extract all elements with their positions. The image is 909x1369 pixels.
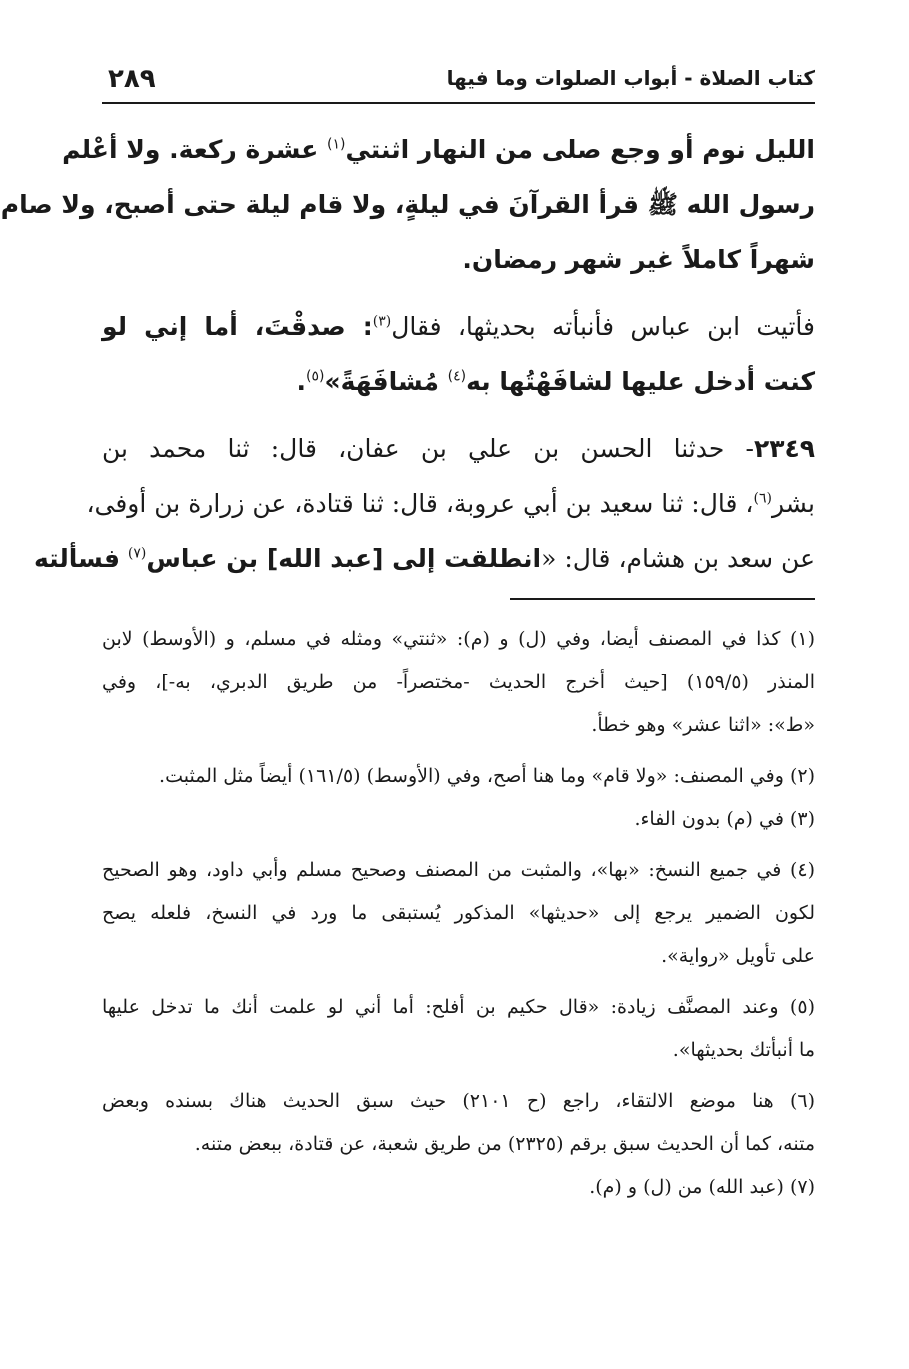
footnote-ref: (١) — [327, 136, 346, 153]
page-header — [102, 62, 815, 104]
footnote-line: (٧) (عبد الله) من (ل) و (م). — [589, 1176, 815, 1198]
footnote-1 — [102, 618, 815, 747]
footnote-line: «ط»: «اثنا عشر» وهو خطأ. — [591, 714, 815, 736]
paragraph-1 — [0, 122, 815, 287]
footnote-line: (٣) في (م) بدون الفاء. — [634, 808, 815, 830]
footnote-line: ما أنبأتك بحديثها». — [672, 1039, 815, 1061]
footnote-3 — [102, 798, 815, 841]
text-line: الليل نوم أو وجع صلى من النهار اثنتي$^{(١)}$ عشرة ركعة. ولا أعْلم — [62, 135, 815, 164]
footnote-line: المنذر (١٥٩/٥) [حيث أخرج الحديث -مختصراً- من طريق الدبري، به-]، وفي — [102, 671, 815, 693]
text-line: عن سعد بن هشام، قال: «انطلقت إلى [عبد الله] بن عباس$^{(٧)}$ فسألته — [34, 544, 815, 573]
footnote-6 — [102, 1080, 815, 1166]
footnote-line: (٤) في جميع النسخ: «بها»، والمثبت من المصنف وصحيح مسلم وأبي داود، وهو الصحيح — [102, 859, 815, 881]
footnote-line: (١) كذا في المصنف أيضا، وفي (ل) و (م): «ثنتي» ومثله في مسلم، و (الأوسط) لابن — [102, 628, 815, 650]
footnote-ref: (٧) — [127, 545, 147, 562]
text-line: شهراً كاملاً غير شهر رمضان. — [462, 245, 815, 274]
paragraph-3 — [34, 421, 815, 586]
footnote-line: لكون الضمير يرجع إلى «حديثها» المذكور يُستبقى ما ورد في النسخ، فلعله يصح — [102, 902, 815, 924]
footnote-ref: (٥) — [305, 368, 325, 385]
footnote-ref: (٦) — [753, 490, 772, 507]
text-line: ٢٣٤٩- حدثنا الحسن بن علي بن عفان، قال: ثنا محمد بن — [102, 434, 815, 463]
footnotes — [102, 618, 815, 1209]
footnote-2 — [102, 755, 815, 798]
hadith-number: ٢٣٤٩ — [753, 434, 815, 463]
footnote-4 — [102, 849, 815, 978]
footnote-7 — [102, 1166, 815, 1209]
main-text — [0, 122, 815, 586]
footnote-separator — [510, 598, 815, 600]
footnote-ref: (٤) — [447, 368, 467, 385]
footnote-ref: (٣) — [372, 313, 392, 330]
text-line: كنت أدخل عليها لشافَهْتُها به$^{(٤)}$ مُشافَهَةً»$^{(٥)}$. — [296, 367, 815, 396]
running-title: كتاب الصلاة - أبواب الصلوات وما فيها — [446, 66, 815, 90]
footnote-line: (٥) وعند المصنَّف زيادة: «قال حكيم بن أفلح: أما أني لو علمت أنك ما تدخل عليها — [102, 996, 815, 1018]
text-line: بشر$^{(٦)}$، قال: ثنا سعيد بن أبي عروبة، قال: ثنا قتادة، عن زرارة بن أوفى، — [86, 489, 815, 518]
footnote-5 — [102, 986, 815, 1072]
page-number: ٢٨٩ — [108, 64, 156, 94]
paragraph-2 — [102, 299, 815, 409]
text-line: رسول الله ﷺ قرأ القرآنَ في ليلةٍ، ولا قام ليلة حتى أصبح، ولا صام — [102, 177, 815, 232]
footnote-line: (٦) هنا موضع الالتقاء، راجع (ح ٢١٠١) حيث سبق الحديث هناك بسنده وبعض — [102, 1090, 815, 1112]
footnote-line: متنه، كما أن الحديث سبق برقم (٢٣٢٥) من طريق شعبة، عن قتادة، ببعض متنه. — [194, 1133, 815, 1155]
footnote-line: على تأويل «رواية». — [661, 945, 815, 967]
text-line: فأتيت ابن عباس فأنبأته بحديثها، فقال$^{(٣)}$: صدقْتَ، أما إني لو — [102, 312, 815, 341]
footnote-line: (٢) وفي المصنف: «ولا قام» وما هنا أصح، وفي (الأوسط) (١٦١/٥) أيضاً مثل المثبت. — [159, 765, 815, 787]
